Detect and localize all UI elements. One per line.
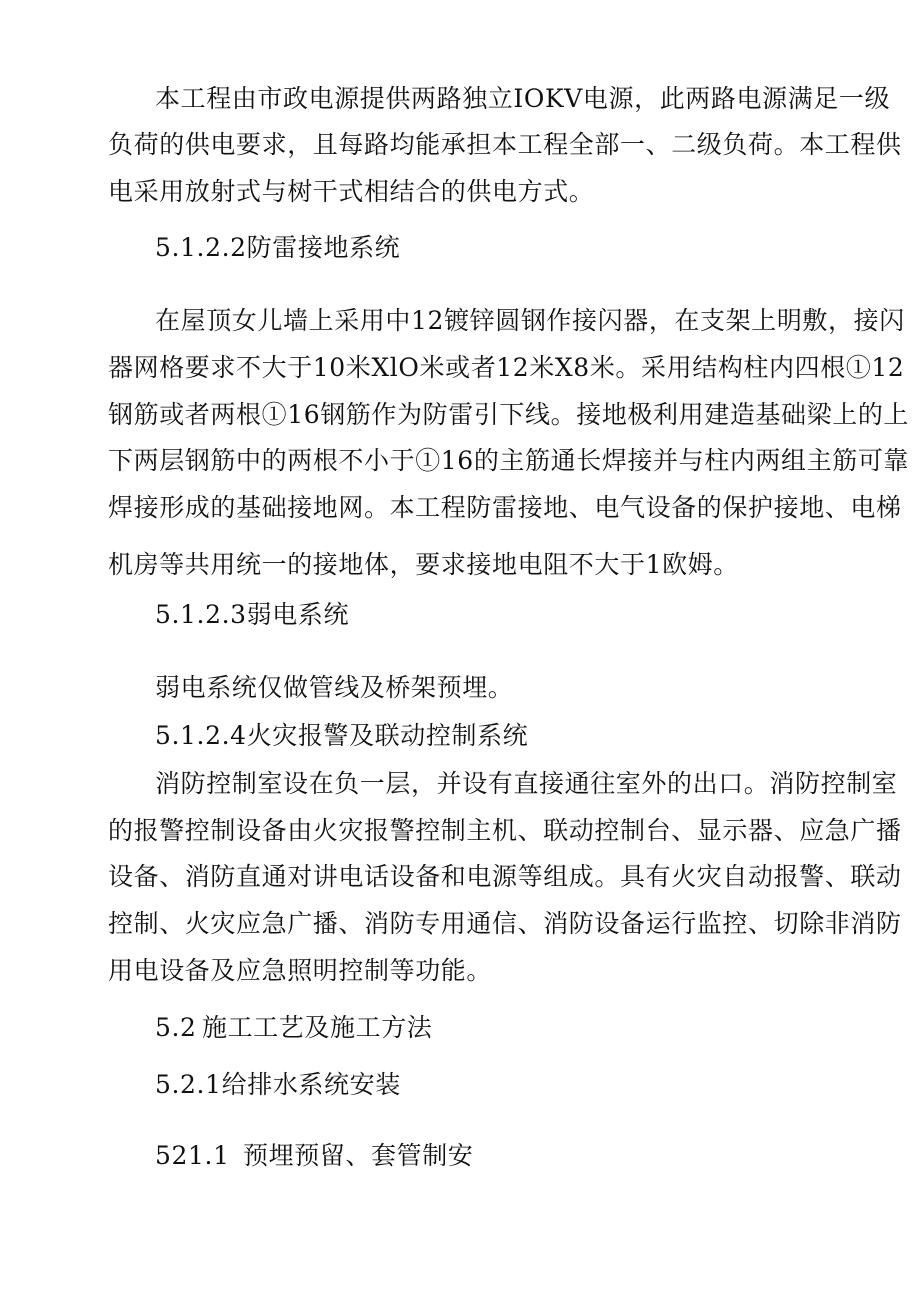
section-title: 施工工艺及施工方法 bbox=[202, 1013, 433, 1042]
paragraph-line: 钢筋或者两根①16钢筋作为防雷引下线。接地极利用建造基础梁上的上 bbox=[108, 400, 910, 429]
section-title: 弱电系统 bbox=[246, 600, 350, 629]
paragraph-line: 下两层钢筋中的两根不小于①16的主筋通长焊接并与柱内两组主筋可靠 bbox=[108, 446, 910, 475]
section-heading bbox=[155, 721, 528, 751]
paragraph-line: 焊接形成的基础接地网。本工程防雷接地、电气设备的保护接地、电梯 bbox=[108, 493, 902, 522]
paragraph-line: 机房等共用统一的接地体，要求接地电阻不大于1欧姆。 bbox=[108, 550, 739, 579]
section-title: 防雷接地系统 bbox=[246, 233, 401, 262]
paragraph-line: 弱电系统仅做管线及桥架预埋。 bbox=[155, 673, 514, 702]
section-number: 5.1.2.4 bbox=[155, 721, 247, 750]
paragraph-line: 消防控制室设在负一层，并设有直接通往室外的出口。消防控制室 bbox=[155, 769, 898, 798]
paragraph-line: 在屋顶女儿墙上采用中12镀锌圆钢作接闪器，在支架上明敷，接闪 bbox=[155, 306, 905, 335]
paragraph-line: 用电设备及应急照明控制等功能。 bbox=[108, 956, 493, 985]
section-title: 火灾报警及联动控制系统 bbox=[246, 721, 529, 750]
section-title: 给排水系统安装 bbox=[221, 1070, 401, 1099]
section-heading bbox=[155, 1141, 473, 1171]
section-heading bbox=[155, 600, 349, 630]
paragraph-line: 本工程由市政电源提供两路独立IOKV电源，此两路电源满足一级 bbox=[155, 84, 891, 113]
section-number: 521.1 bbox=[155, 1141, 230, 1170]
section-title: 预埋预留、套管制安 bbox=[243, 1141, 474, 1170]
section-number: 5.1.2.3 bbox=[155, 600, 247, 629]
section-number: 5.2 bbox=[155, 1013, 197, 1042]
section-heading bbox=[155, 1070, 401, 1100]
paragraph-line: 负荷的供电要求，且每路均能承担本工程全部一、二级负荷。本工程供 bbox=[108, 130, 902, 159]
paragraph-line: 设备、消防直通对讲电话设备和电源等组成。具有火灾自动报警、联动 bbox=[108, 862, 902, 891]
section-number: 5.2.1 bbox=[155, 1070, 222, 1099]
paragraph-line: 电采用放射式与树干式相结合的供电方式。 bbox=[108, 177, 595, 206]
paragraph-line: 控制、火灾应急广播、消防专用通信、消防设备运行监控、切除非消防 bbox=[108, 909, 902, 938]
paragraph-line: 器网格要求不大于10米XlO米或者12米X8米。采用结构柱内四根①12 bbox=[108, 353, 905, 382]
section-heading bbox=[155, 233, 400, 263]
section-number: 5.1.2.2 bbox=[155, 233, 247, 262]
section-heading bbox=[155, 1013, 432, 1043]
paragraph-line: 的报警控制设备由火灾报警控制主机、联动控制台、显示器、应急广播 bbox=[108, 816, 902, 845]
